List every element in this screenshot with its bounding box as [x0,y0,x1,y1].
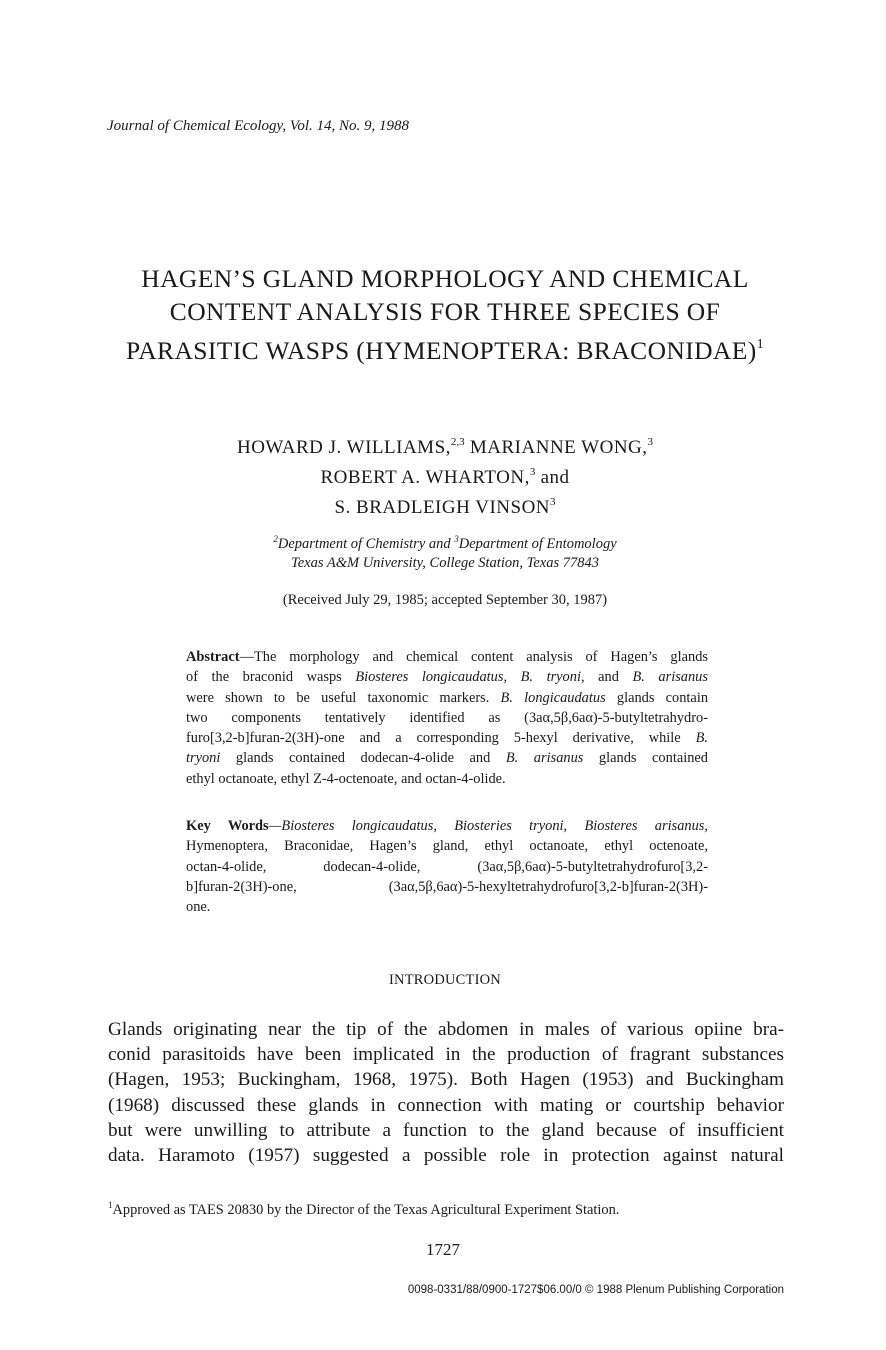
keywords-line-4: b]furan-2(3H)-one, (3aα,5β,6aα)-5-hexyltetrahydrofuro[3,2-b]furan-2(3H)- [186,878,708,895]
abstract-line-7: ethyl octanoate, ethyl Z-4-octenoate, and octan-4-olide. [186,770,506,787]
intro-line-5: but were unwilling to attribute a function to the gland because of insufficient [108,1119,784,1141]
species-name: B. [695,730,708,747]
author-wong: MARIANNE WONG, [464,437,648,458]
abstract-label: Abstract [186,649,240,665]
intro-line-3: (Hagen, 1953; Buckingham, 1968, 1975). Both Hagen (1953) and Buckingham [108,1069,784,1091]
abstract-text: —The morphology and chemical content analysis of Hagen’s glands [239,649,708,665]
author-williams-sup: 2,3 [450,436,465,448]
article-title [60,262,830,367]
footnote-mark: 1 [108,1200,113,1210]
title-line-3 [60,328,830,367]
intro-line-1: Glands originating near the tip of the abdomen in males of various opiine bra- [108,1019,784,1040]
title-footnote-mark: 1 [756,337,764,352]
title-line-2: CONTENT ANALYSIS FOR THREE SPECIES OF [169,297,721,326]
key-words [186,816,708,917]
affiliation-line-2: Texas A&M University, College Station, Texas 77843 [291,555,599,571]
affil-sup-2: 2 [273,534,278,544]
affil-sup-3: 3 [454,534,459,544]
page-number: 1727 [426,1240,460,1259]
author-line-3 [120,490,770,520]
author-and: and [535,467,570,488]
intro-line-2: conid parasitoids have been implicated in the production of fragrant substances [108,1044,784,1066]
affiliation [120,530,770,573]
abstract-line-1 [186,647,708,667]
author-wharton: ROBERT A. WHARTON, [320,467,530,488]
section-heading-introduction: INTRODUCTION [389,972,501,988]
author-list [120,430,770,520]
abstract-text: of the braconid wasps [186,669,356,686]
keywords-line-3: octan-4-olide, dodecan-4-olide, (3aα,5β,6aα)-5-butyltetrahydrofuro[3,2- [186,858,708,875]
keywords-species: —Biosteres longicaudatus, Biosteries tryoni, Biosteres arisanus, [268,818,708,834]
keywords-line-5: one. [186,899,211,916]
abstract-line-3 [186,688,708,708]
abstract-text: glands contained dodecan-4-olide and [220,750,506,767]
intro-line-4: (1968) discussed these glands in connection with mating or courtship behavior [108,1094,784,1116]
abstract-text: furo[3,2-b]furan-2(3H)-one and a corresponding 5-hexyl derivative, while [186,730,696,747]
abstract-line-6 [186,748,708,768]
author-wharton-sup: 3 [529,466,536,478]
author-vinson-sup: 3 [550,496,556,508]
footnote-text: Approved as TAES 20830 by the Director of the Texas Agricultural Experiment Station. [112,1202,620,1218]
abstract-text: were shown to be useful taxonomic markers. [186,689,501,706]
abstract-text: , and [580,669,633,686]
title-line-3-text: PARASITIC WASPS (HYMENOPTERA: BRACONIDAE) [125,336,757,365]
keywords-line-2: Hymenoptera, Braconidae, Hagen’s gland, ethyl octanoate, ethyl octenoate, [186,838,708,855]
author-line-1 [120,430,770,460]
abstract-text: , [503,669,521,686]
author-wong-sup: 3 [647,436,654,448]
species-name: B. arisanus [505,750,584,767]
journal-citation: Journal of Chemical Ecology, Vol. 14, No. 9, 1988 [107,118,410,134]
species-name: tryoni [186,750,221,767]
footnote [108,1200,808,1219]
copyright-line: 0098-0331/88/0900-1727$06.00/0 © 1988 Plenum Publishing Corporation [407,1284,784,1296]
author-williams: HOWARD J. WILLIAMS, [236,437,451,458]
abstract-line-2 [186,667,708,687]
species-name: B. arisanus [632,669,708,686]
introduction-body [108,1017,784,1168]
species-name: B. longicaudatus [500,689,606,706]
intro-line-6: data. Haramoto (1957) suggested a possible role in protection against natural [108,1145,784,1167]
abstract-text: glands contained [583,750,708,767]
keywords-line-1 [186,816,708,836]
keywords-label: Key Words [186,818,269,834]
abstract-line-4: two components tentatively identified as (3aα,5β,6aα)-5-butyltetrahydro- [186,709,708,726]
affiliation-line-1 [120,530,770,554]
title-line-1: HAGEN’S GLAND MORPHOLOGY AND CHEMICAL [141,264,749,293]
species-name: Biosteres longicaudatus [355,669,504,686]
author-line-2 [120,460,770,490]
affil-dept-chemistry: Department of Chemistry and [277,536,455,552]
species-name: B. tryoni [520,669,581,686]
abstract [186,647,708,789]
abstract-line-5 [186,728,708,748]
received-dates: (Received July 29, 1985; accepted September 30, 1987) [282,592,608,608]
abstract-text: glands contain [605,689,709,706]
author-vinson: S. BRADLEIGH VINSON [334,497,551,518]
affil-dept-entomology: Department of Entomology [458,536,617,552]
